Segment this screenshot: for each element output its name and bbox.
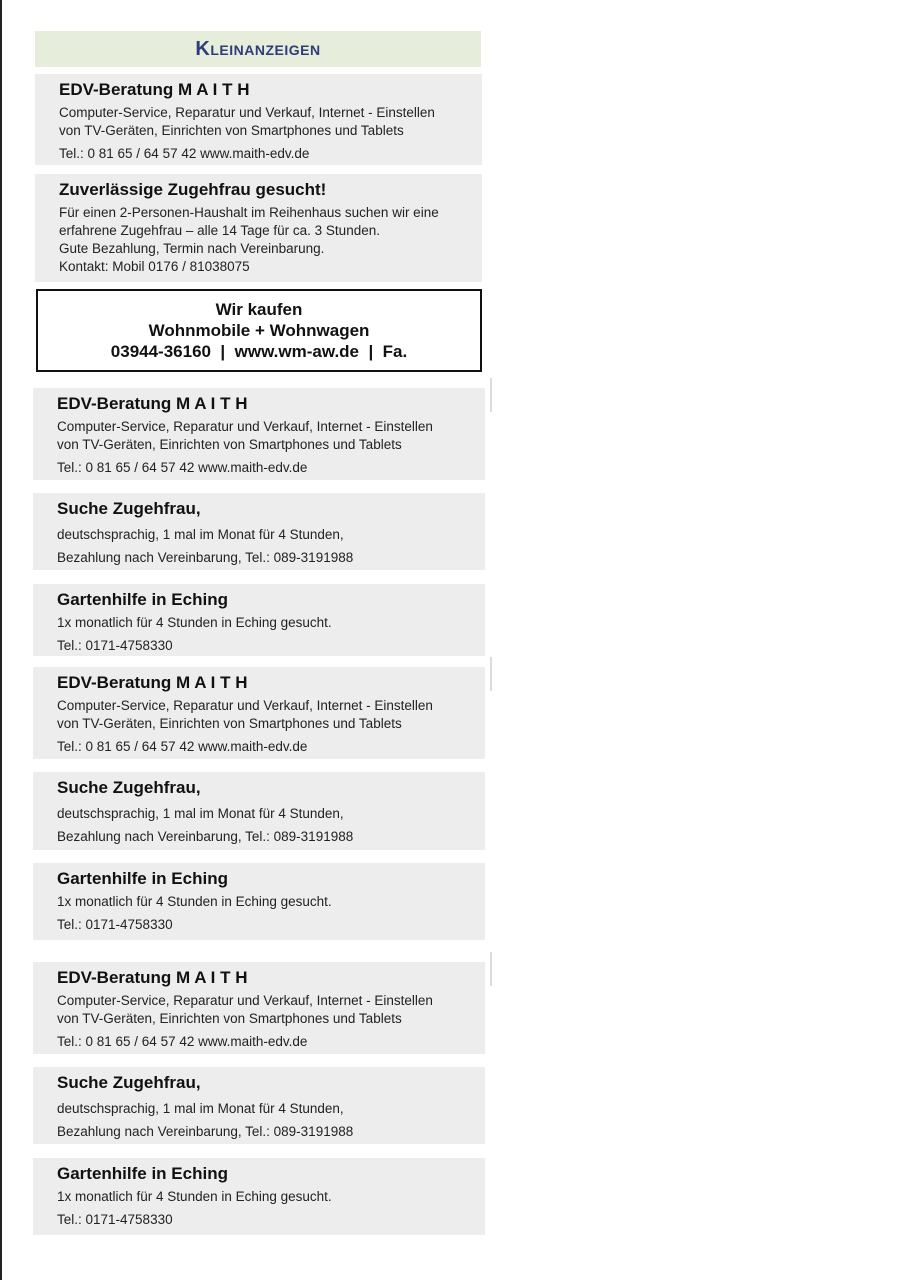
page-left-border	[0, 0, 2, 1280]
ad-title: Gartenhilfe in Eching	[57, 590, 228, 609]
ad-text-line: von TV-Geräten, Einrichten von Smartphones und Tablets	[59, 123, 404, 138]
ad-title: Suche Zugehfrau,	[57, 499, 201, 518]
classified-ad	[33, 1158, 485, 1235]
section-title: Kleinanzeigen	[195, 37, 321, 60]
ad-text-line: erfahrene Zugehfrau – alle 14 Tage für ca. 3 Stunden.	[59, 223, 380, 238]
classified-ad	[33, 493, 485, 570]
ad-text-line: Computer-Service, Reparatur und Verkauf, Internet - Einstellen	[59, 105, 435, 120]
ad-contact: Tel.: 0 81 65 / 64 57 42 www.maith-edv.de	[59, 146, 310, 161]
ad-text-line: deutschsprachig, 1 mal im Monat für 4 Stunden,	[57, 527, 344, 542]
boxed-ad	[36, 289, 482, 372]
ad-contact: Bezahlung nach Vereinbarung, Tel.: 089-3191988	[57, 1124, 354, 1139]
classified-ad	[35, 74, 482, 165]
ad-title: EDV-Beratung M A I T H	[57, 394, 248, 413]
section-header	[35, 31, 481, 67]
ad-contact: Bezahlung nach Vereinbarung, Tel.: 089-3191988	[57, 829, 354, 844]
classified-ad	[33, 863, 485, 940]
classified-ad	[35, 174, 482, 282]
ad-title: EDV-Beratung M A I T H	[57, 673, 248, 692]
classified-ad	[33, 667, 485, 759]
ad-contact: Kontakt: Mobil 0176 / 81038075	[59, 259, 250, 274]
ad-text-line: 1x monatlich für 4 Stunden in Eching gesucht.	[57, 615, 332, 630]
boxed-ad-contact: 03944-36160 | www.wm-aw.de | Fa.	[110, 342, 408, 361]
classified-ad	[33, 584, 485, 656]
ad-title: EDV-Beratung M A I T H	[57, 968, 248, 987]
ad-text-line: 1x monatlich für 4 Stunden in Eching gesucht.	[57, 1189, 332, 1204]
ad-text-line: Computer-Service, Reparatur und Verkauf, Internet - Einstellen	[57, 698, 433, 713]
ad-title: Gartenhilfe in Eching	[57, 1164, 228, 1183]
ad-text-line: 1x monatlich für 4 Stunden in Eching gesucht.	[57, 894, 332, 909]
ad-text-line: von TV-Geräten, Einrichten von Smartphones und Tablets	[57, 1011, 402, 1026]
classified-ad	[33, 962, 485, 1054]
ad-contact: Tel.: 0 81 65 / 64 57 42 www.maith-edv.de	[57, 739, 308, 754]
ad-contact: Tel.: 0171-4758330	[57, 1212, 173, 1227]
boxed-ad-line: Wir kaufen	[215, 300, 303, 319]
classified-ad	[33, 772, 485, 850]
ad-text-line: Computer-Service, Reparatur und Verkauf, Internet - Einstellen	[57, 419, 433, 434]
ad-title: Suche Zugehfrau,	[57, 1073, 201, 1092]
ad-title: Gartenhilfe in Eching	[57, 869, 228, 888]
ad-contact: Tel.: 0 81 65 / 64 57 42 www.maith-edv.de	[57, 1034, 308, 1049]
ad-contact: Tel.: 0 81 65 / 64 57 42 www.maith-edv.de	[57, 460, 308, 475]
ad-title: Suche Zugehfrau,	[57, 778, 201, 797]
ad-contact: Tel.: 0171-4758330	[57, 638, 173, 653]
ad-text-line: deutschsprachig, 1 mal im Monat für 4 Stunden,	[57, 1101, 344, 1116]
ad-text-line: Computer-Service, Reparatur und Verkauf, Internet - Einstellen	[57, 993, 433, 1008]
edge-mark	[490, 952, 492, 986]
ad-text-line: von TV-Geräten, Einrichten von Smartphones und Tablets	[57, 437, 402, 452]
ad-contact: Tel.: 0171-4758330	[57, 917, 173, 932]
boxed-ad-line: Wohnmobile + Wohnwagen	[148, 321, 370, 340]
ad-text-line: Gute Bezahlung, Termin nach Vereinbarung.	[59, 241, 325, 256]
ad-contact: Bezahlung nach Vereinbarung, Tel.: 089-3191988	[57, 550, 354, 565]
ad-title: Zuverlässige Zugehfrau gesucht!	[59, 180, 327, 199]
ad-text-line: Für einen 2-Personen-Haushalt im Reihenhaus suchen wir eine	[59, 205, 439, 220]
classified-ad	[33, 388, 485, 480]
ad-title: EDV-Beratung M A I T H	[59, 80, 250, 99]
classified-ad	[33, 1067, 485, 1144]
ad-text-line: von TV-Geräten, Einrichten von Smartphones und Tablets	[57, 716, 402, 731]
ad-text-line: deutschsprachig, 1 mal im Monat für 4 Stunden,	[57, 806, 344, 821]
edge-mark	[490, 657, 492, 691]
edge-mark	[490, 378, 492, 412]
